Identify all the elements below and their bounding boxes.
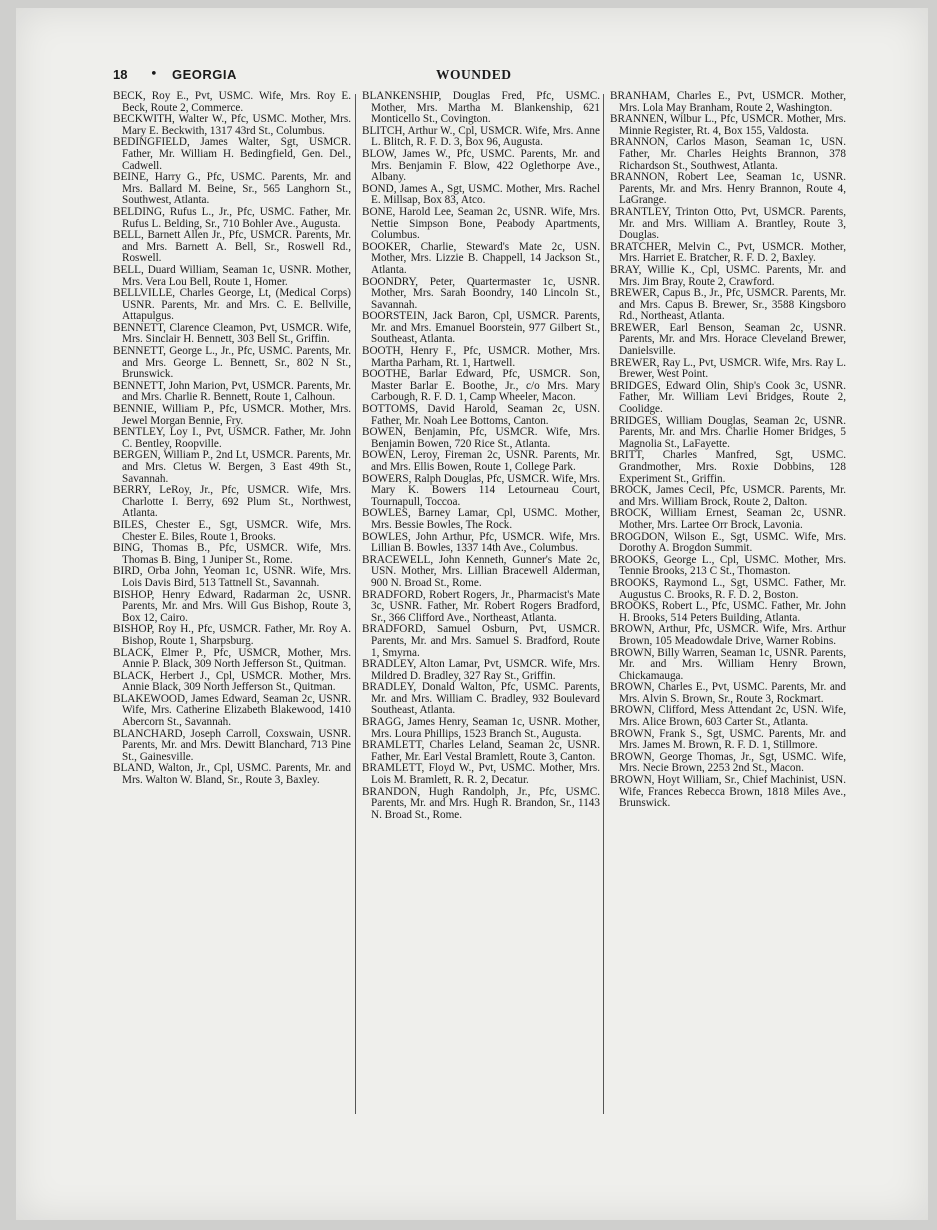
casualty-entry: BELL, Duard William, Seaman 1c, USNR. Mother, Mrs. Vera Lou Bell, Route 1, Homer. bbox=[113, 263, 351, 288]
casualty-entry: BROWN, Clifford, Mess Attendant 2c, USN. Wife, Mrs. Alice Brown, 603 Carter St., Atlanta. bbox=[610, 704, 846, 729]
casualty-entry: BERRY, LeRoy, Jr., Pfc, USMCR. Wife, Mrs. Charlotte I. Berry, 692 Plum St., Northwest, Atlanta. bbox=[113, 484, 351, 520]
casualty-entry: BLITCH, Arthur W., Cpl, USMCR. Wife, Mrs. Anne L. Blitch, R. F. D. 3, Box 96, Augusta. bbox=[362, 124, 600, 149]
casualty-entry: BRADFORD, Samuel Osburn, Pvt, USMCR. Parents, Mr. and Mrs. Samuel S. Bradford, Route 1, Smyrna. bbox=[362, 623, 600, 659]
casualty-entry: BLAKEWOOD, James Edward, Seaman 2c, USNR. Wife, Mrs. Catherine Elizabeth Blakewood, 1410 Abercorn St., Savannah. bbox=[113, 692, 351, 729]
casualty-entry: BRACEWELL, John Kenneth, Gunner's Mate 2c, USN. Mother, Mrs. Lillian Bracewell Alderman, 900 N. Broad St., Rome. bbox=[362, 553, 600, 589]
casualty-entry: BLANCHARD, Joseph Carroll, Coxswain, USNR. Parents, Mr. and Mrs. Dewitt Blanchard, 713 Pine St., Gainesville. bbox=[113, 727, 351, 763]
casualty-entry: BOORSTEIN, Jack Baron, Cpl, USMCR. Parents, Mr. and Mrs. Emanuel Boorstein, 977 Gilbert St., Southeast, Atlanta. bbox=[362, 310, 600, 346]
casualty-entry: BRAMLETT, Charles Leland, Seaman 2c, USNR. Father, Mr. Earl Vestal Bramlett, Route 3, Canton. bbox=[362, 739, 600, 763]
casualty-entry: BRANHAM, Charles E., Pvt, USMCR. Mother, Mrs. Lola May Branham, Route 2, Washington. bbox=[610, 90, 846, 114]
casualty-entry: BROWN, Billy Warren, Seaman 1c, USNR. Parents, Mr. and Mrs. William Henry Brown, Chickamauga. bbox=[610, 646, 846, 682]
casualty-entry: BOWLES, Barney Lamar, Cpl, USMC. Mother, Mrs. Bessie Bowles, The Rock. bbox=[362, 507, 600, 531]
casualty-entry: BOWLES, John Arthur, Pfc, USMCR. Wife, Mrs. Lillian B. Bowles, 1337 14th Ave., Columbus. bbox=[362, 530, 600, 555]
casualty-entry: BRANNEN, Wilbur L., Pfc, USMCR. Mother, Mrs. Minnie Register, Rt. 4, Box 155, Valdosta. bbox=[610, 113, 846, 137]
casualty-entry: BILES, Chester E., Sgt, USMCR. Wife, Mrs. Chester E. Biles, Route 1, Brooks. bbox=[113, 518, 351, 543]
casualty-entry: BOWEN, Benjamin, Pfc, USMCR. Wife, Mrs. Benjamin Bowen, 720 Rice St., Atlanta. bbox=[362, 426, 600, 450]
casualty-entry: BENNETT, John Marion, Pvt, USMCR. Parents, Mr. and Mrs. Charlie R. Bennett, Route 1, Calhoun. bbox=[113, 379, 351, 404]
casualty-entry: BRANDON, Hugh Randolph, Jr., Pfc, USMC. Parents, Mr. and Mrs. Hugh R. Brandon, Sr., 1143 N. Broad St., Rome. bbox=[362, 785, 600, 821]
casualty-entry: BISHOP, Henry Edward, Radarman 2c, USNR. Parents, Mr. and Mrs. Will Gus Bishop, Route 3, Box 12, Cairo. bbox=[113, 588, 351, 624]
section-title: WOUNDED bbox=[436, 67, 512, 82]
casualty-entry: BENNETT, Clarence Cleamon, Pvt, USMCR. Wife, Mrs. Sinclair H. Bennett, 303 Bell St., Griffin. bbox=[113, 321, 351, 346]
casualty-entry: BLACK, Herbert J., Cpl, USMCR. Mother, Mrs. Annie Black, 309 North Jefferson St., Quitman. bbox=[113, 669, 351, 694]
casualty-entry: BLACK, Elmer P., Pfc, USMCR, Mother, Mrs. Annie P. Black, 309 North Jefferson St., Quitman. bbox=[113, 646, 351, 671]
casualty-entry: BRIDGES, Edward Olin, Ship's Cook 3c, USNR. Father, Mr. William Levi Bridges, Route 2, Coolidge. bbox=[610, 379, 846, 416]
casualty-entry: BRAMLETT, Floyd W., Pvt, USMC. Mother, Mrs. Lois M. Bramlett, R. R. 2, Decatur. bbox=[362, 762, 600, 787]
casualty-entry: BING, Thomas B., Pfc, USMCR. Wife, Mrs. Thomas B. Bing, 1 Juniper St., Rome. bbox=[113, 542, 351, 566]
casualty-entry: BELLVILLE, Charles George, Lt, (Medical Corps) USNR. Parents, Mr. and Mrs. C. E. Bellville, Attapulgus. bbox=[113, 287, 351, 323]
casualty-entry: BLANKENSHIP, Douglas Fred, Pfc, USMC. Mother, Mrs. Martha M. Blankenship, 621 Monticello St., Covington. bbox=[362, 90, 600, 126]
casualty-entry: BRANNON, Carlos Mason, Seaman 1c, USN. Father, Mr. Charles Heights Brannon, 378 Richardson St., Southwest, Atlanta. bbox=[610, 136, 846, 172]
casualty-entry: BELL, Barnett Allen Jr., Pfc, USMCR. Parents, Mr. and Mrs. Barnett A. Bell, Sr., Roswell Rd., Roswell. bbox=[113, 229, 351, 265]
casualty-entry: BISHOP, Roy H., Pfc, USMCR. Father, Mr. Roy A. Bishop, Route 1, Sharpsburg. bbox=[113, 623, 351, 647]
casualty-entry: BRAY, Willie K., Cpl, USMC. Parents, Mr. and Mrs. Jim Bray, Route 2, Crawford. bbox=[610, 263, 846, 288]
state-name: GEORGIA bbox=[172, 67, 237, 82]
casualty-entry: BEDINGFIELD, James Walter, Sgt, USMCR. Father, Mr. William H. Bedingfield, Gen. Del., Cadwell. bbox=[113, 136, 351, 172]
casualty-entry: BRANNON, Robert Lee, Seaman 1c, USNR. Parents, Mr. and Mrs. Henry Brannon, Route 4, LaGrange. bbox=[610, 171, 846, 207]
casualty-entry: BELDING, Rufus L., Jr., Pfc, USMC. Father, Mr. Rufus L. Belding, Sr., 710 Bohler Ave., Augusta. bbox=[113, 205, 351, 230]
casualty-entry: BROWN, George Thomas, Jr., Sgt, USMC. Wife, Mrs. Necie Brown, 2253 2nd St., Macon. bbox=[610, 750, 846, 775]
casualty-entry: BECK, Roy E., Pvt, USMC. Wife, Mrs. Roy E. Beck, Route 2, Commerce. bbox=[113, 90, 351, 114]
casualty-entry: BROWN, Arthur, Pfc, USMCR. Wife, Mrs. Arthur Brown, 105 Meadowdale Drive, Warner Robins. bbox=[610, 623, 846, 647]
casualty-entry: BREWER, Ray L., Pvt, USMCR. Wife, Mrs. Ray L. Brewer, West Point. bbox=[610, 356, 846, 381]
casualty-entry: BROOKS, George L., Cpl, USMC. Mother, Mrs. Tennie Brooks, 213 C St., Thomaston. bbox=[610, 553, 846, 578]
casualty-entry: BRITT, Charles Manfred, Sgt, USMC. Grandmother, Mrs. Roxie Dobbins, 128 Experiment St., Griffin. bbox=[610, 449, 846, 485]
casualty-entry: BOOTH, Henry F., Pfc, USMCR. Mother, Mrs. Martha Parham, Rt. 1, Hartwell. bbox=[362, 345, 600, 369]
casualty-entry: BOWEN, Leroy, Fireman 2c, USNR. Parents, Mr. and Mrs. Ellis Bowen, Route 1, College Park. bbox=[362, 449, 600, 473]
column-2 bbox=[362, 91, 600, 821]
casualty-entry: BENTLEY, Loy I., Pvt, USMCR. Father, Mr. John C. Bentley, Roopville. bbox=[113, 426, 351, 450]
column-3 bbox=[610, 91, 846, 810]
casualty-entry: BRADFORD, Robert Rogers, Jr., Pharmacist's Mate 3c, USNR. Father, Mr. Robert Rogers Bradford, Sr., 366 Clifford Ave., Northeast, Atlanta. bbox=[362, 588, 600, 624]
casualty-entry: BONE, Harold Lee, Seaman 2c, USNR. Wife, Mrs. Nettie Simpson Bone, Peabody Apartments, Columbus. bbox=[362, 205, 600, 242]
casualty-entry: BROCK, James Cecil, Pfc, USMCR. Parents, Mr. and Mrs. William Brock, Route 2, Dalton. bbox=[610, 484, 846, 508]
casualty-entry: BECKWITH, Walter W., Pfc, USMC. Mother, Mrs. Mary E. Beckwith, 1317 43rd St., Columbus. bbox=[113, 113, 351, 137]
casualty-entry: BOWERS, Ralph Douglas, Pfc, USMCR. Wife, Mrs. Mary K. Bowers 114 Letourneau Court, Tournapull, Toccoa. bbox=[362, 472, 601, 508]
casualty-entry: BOTTOMS, David Harold, Seaman 2c, USN. Father, Mr. Noah Lee Bottoms, Canton. bbox=[362, 403, 600, 427]
page-number: 18 bbox=[113, 67, 128, 82]
casualty-entry: BRANTLEY, Trinton Otto, Pvt, USMCR. Parents, Mr. and Mrs. William A. Brantley, Route 3, Douglas. bbox=[610, 205, 846, 242]
casualty-entry: BRIDGES, William Douglas, Seaman 2c, USNR. Parents, Mr. and Mrs. Charlie Homer Bridges, 5 Magnolia St., LaFayette. bbox=[610, 414, 846, 450]
casualty-entry: BROGDON, Wilson E., Sgt, USMC. Wife, Mrs. Dorothy A. Brogdon Summit. bbox=[610, 530, 846, 555]
casualty-entry: BOOKER, Charlie, Steward's Mate 2c, USN. Mother, Mrs. Lizzie B. Chappell, 14 Jackson St., Atlanta. bbox=[362, 240, 600, 276]
casualty-entry: BLOW, James W., Pfc, USMC. Parents, Mr. and Mrs. Benjamin F. Blow, 422 Oglethorpe Ave., Albany. bbox=[362, 147, 600, 184]
casualty-entry: BLAND, Walton, Jr., Cpl, USMC. Parents, Mr. and Mrs. Walton W. Bland, Sr., Route 3, Baxley. bbox=[113, 762, 351, 787]
casualty-entry: BREWER, Capus B., Jr., Pfc, USMCR. Parents, Mr. and Mrs. Capus B. Brewer, Sr., 3588 Kingsboro Rd., Northeast, Atlanta. bbox=[610, 287, 846, 323]
casualty-entry: BROWN, Frank S., Sgt, USMC. Parents, Mr. and Mrs. James M. Brown, R. F. D. 1, Stillmore. bbox=[610, 727, 846, 752]
casualty-entry: BRADLEY, Alton Lamar, Pvt, USMCR. Wife, Mrs. Mildred D. Bradley, 327 Ray St., Griffin. bbox=[362, 658, 600, 682]
casualty-entry: BENNIE, William P., Pfc, USMCR. Mother, Mrs. Jewel Morgan Bennie, Fry. bbox=[113, 403, 351, 427]
casualty-entry: BENNETT, George L., Jr., Pfc, USMC. Parents, Mr. and Mrs. George L. Bennett, Sr., 802 N St., Brunswick. bbox=[113, 345, 351, 381]
casualty-entry: BROWN, Hoyt William, Sr., Chief Machinist, USN. Wife, Frances Rebecca Brown, 1818 Miles Ave., Brunswick. bbox=[610, 774, 846, 810]
header-bullet: • bbox=[150, 67, 158, 82]
page-header bbox=[113, 67, 843, 85]
casualty-entry: BRAGG, James Henry, Seaman 1c, USNR. Mother, Mrs. Loura Phillips, 1523 Branch St., Augusta. bbox=[362, 716, 600, 740]
casualty-entry: BROOKS, Robert L., Pfc, USMC. Father, Mr. John H. Brooks, 514 Peters Building, Atlanta. bbox=[610, 600, 846, 624]
column-1 bbox=[113, 91, 351, 787]
casualty-entry: BROOKS, Raymond L., Sgt, USMC. Father, Mr. Augustus C. Brooks, R. F. D. 2, Boston. bbox=[610, 576, 846, 601]
casualty-entry: BREWER, Earl Benson, Seaman 2c, USNR. Parents, Mr. and Mrs. Horace Cleveland Brewer, Danielsville. bbox=[610, 321, 846, 358]
casualty-entry: BROCK, William Ernest, Seaman 2c, USNR. Mother, Mrs. Lartee Orr Brock, Lavonia. bbox=[610, 507, 846, 531]
casualty-entry: BEINE, Harry G., Pfc, USMC. Parents, Mr. and Mrs. Ballard M. Beine, Sr., 565 Langhorn St., Southwest, Atlanta. bbox=[113, 171, 351, 207]
casualty-entry: BROWN, Charles E., Pvt, USMC. Parents, Mr. and Mrs. Alvin S. Brown, Sr., Route 3, Rockmart. bbox=[610, 681, 846, 705]
casualty-entry: BRADLEY, Donald Walton, Pfc, USMC. Parents, Mr. and Mrs. William C. Bradley, 932 Boulevard Southeast, Atlanta. bbox=[362, 681, 600, 717]
column-divider bbox=[355, 94, 356, 1114]
casualty-entry: BERGEN, William P., 2nd Lt, USMCR. Parents, Mr. and Mrs. Cletus W. Bergen, 3 East 49th St., Savannah. bbox=[113, 449, 351, 485]
casualty-entry: BOND, James A., Sgt, USMC. Mother, Mrs. Rachel E. Millsap, Box 83, Atco. bbox=[362, 182, 600, 207]
casualty-entry: BRATCHER, Melvin C., Pvt, USMCR. Mother, Mrs. Harriet E. Bratcher, R. F. D. 2, Baxley. bbox=[610, 240, 846, 265]
casualty-entry: BOOTHE, Barlar Edward, Pfc, USMCR. Son, Master Barlar E. Boothe, Jr., c/o Mrs. Mary Carbough, R. F. D. 1, Camp Wheeler, Macon. bbox=[362, 368, 600, 404]
casualty-entry: BIRD, Orba John, Yeoman 1c, USNR. Wife, Mrs. Lois Davis Bird, 513 Tattnell St., Savannah. bbox=[113, 565, 351, 589]
casualty-entry: BOONDRY, Peter, Quartermaster 1c, USNR. Mother, Mrs. Sarah Boondry, 140 Lincoln St., Savannah. bbox=[362, 275, 600, 311]
column-divider bbox=[603, 94, 604, 1114]
